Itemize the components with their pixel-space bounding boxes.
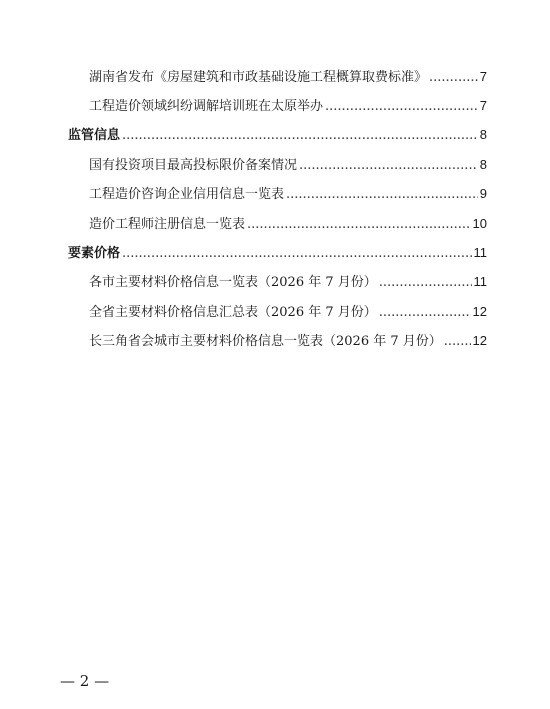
toc-entry-title: 全省主要材料价格信息汇总表（2026 年 7 月份） — [89, 305, 377, 320]
toc-leader-dots — [122, 127, 478, 145]
toc-entry-page: 10 — [472, 216, 487, 231]
toc-leader-dots — [299, 157, 478, 175]
toc-leader-dots — [429, 69, 478, 87]
toc-entry-title: 长三角省会城市主要材料价格信息一览表（2026 年 7 月份） — [89, 334, 442, 349]
toc-entry-title: 工程造价领域纠纷调解培训班在太原举办 — [89, 99, 324, 114]
page-number: — 2 — — [60, 672, 110, 690]
toc-entry-title: 湖南省发布《房屋建筑和市政基础设施工程概算取费标准》 — [89, 70, 428, 85]
toc-entry[interactable] — [89, 68, 487, 86]
toc-entry[interactable] — [89, 215, 487, 233]
toc-entry[interactable] — [89, 156, 487, 174]
toc-entry-title: 国有投资项目最高投标限价备案情况 — [89, 158, 298, 173]
toc-entry[interactable] — [89, 332, 487, 350]
toc-entry-title: 造价工程师注册信息一览表 — [89, 217, 246, 232]
toc-entry-title: 要素价格 — [68, 246, 121, 261]
toc-entry-page: 7 — [479, 69, 487, 84]
toc-entry-page: 12 — [472, 304, 487, 319]
toc-entry-page: 8 — [479, 127, 487, 142]
toc-entry[interactable] — [89, 97, 487, 115]
toc-section-heading[interactable] — [68, 126, 487, 144]
toc-entry-page: 11 — [473, 245, 487, 260]
toc-entry-page: 8 — [479, 157, 487, 172]
toc-leader-dots — [325, 98, 478, 116]
toc-entry-title: 监管信息 — [68, 128, 121, 143]
toc-leader-dots — [379, 304, 471, 322]
toc-entry[interactable] — [89, 273, 487, 291]
toc-entry[interactable] — [89, 303, 487, 321]
toc-leader-dots — [379, 274, 472, 292]
toc-section-heading[interactable] — [68, 244, 487, 262]
toc-leader-dots — [247, 216, 471, 234]
toc-entry-page: 12 — [472, 333, 487, 348]
toc-entry-title: 各市主要材料价格信息一览表（2026 年 7 月份） — [89, 275, 377, 290]
toc-entry-page: 9 — [479, 186, 487, 201]
toc-entry-title: 工程造价咨询企业信用信息一览表 — [89, 187, 285, 202]
toc-leader-dots — [444, 333, 471, 351]
toc-entry[interactable] — [89, 185, 487, 203]
toc-leader-dots — [286, 186, 478, 204]
toc-entry-page: 7 — [479, 98, 487, 113]
toc-entry-page: 11 — [473, 274, 487, 289]
toc-leader-dots — [122, 245, 471, 263]
